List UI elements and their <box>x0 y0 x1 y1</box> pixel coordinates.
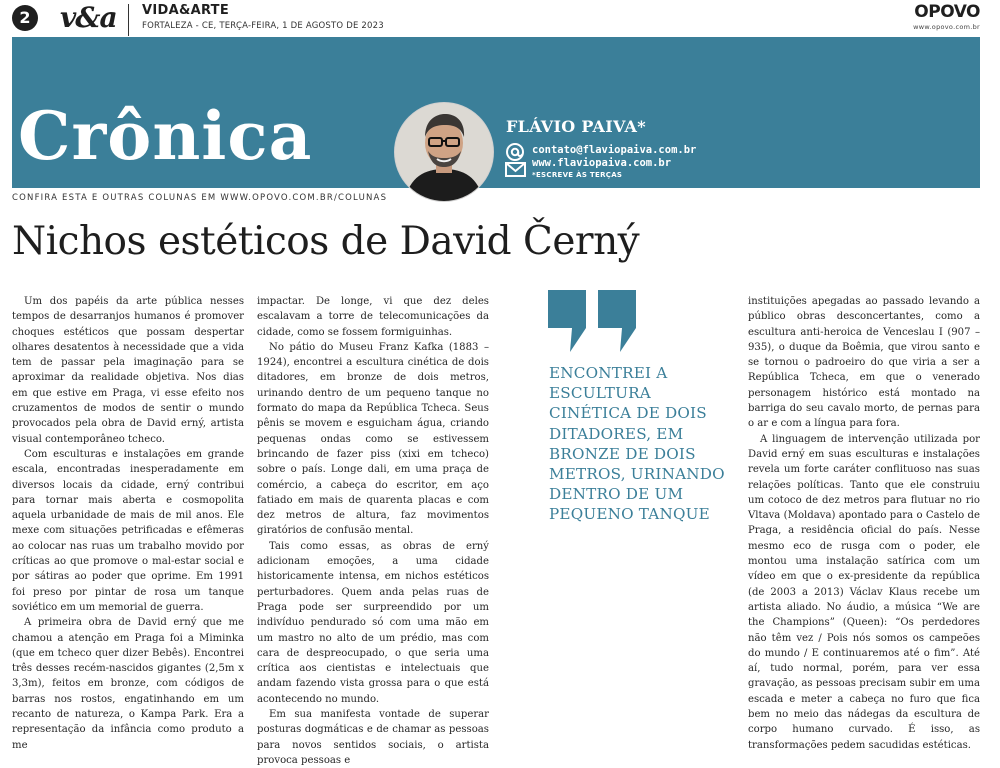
author-name: FLÁVIO PAIVA* <box>506 117 646 136</box>
newspaper-logo: OPOVO <box>914 2 980 22</box>
paragraph: No pátio do Museu Franz Kafka (1883 – 1924), encontrei a escultura cinética de dois ditadores, em bronze de dois metros, urinando dentro de um pequeno tanque no formato do mapa da República Tcheca. Seus pênis se movem e esguicham água, criando pequenas ondas como se estivessem brincando de fazer piss (xixi em tcheco) sobre o país. Longe dali, em uma praça de comércio, a cabeça do escritor, em aço fatiado em mais de quarenta placas e com dez metros de altura, faz movimentos giratórios de confusão mental. <box>257 341 489 537</box>
header-divider <box>128 4 129 36</box>
paragraph: instituições apegadas ao passado levando a público obras desconcertantes, como a escultura anti-heroica de Venceslau I (907 – 935), o duque da Boêmia, que virou santo e se tornou o padroeiro do que viria a ser a República Tcheca, em que o venerado personagem histórico está montado na barriga do seu cavalo morto, de pernas para o ar e com a língua para fora. <box>748 296 980 430</box>
paragraph: A linguagem de intervenção utilizada por David erný em suas esculturas e instalações revela um forte caráter conflituoso nas suas relações políticas. Tanto que ele construiu um cotoco de dez metros para flutuar no rio Vltava (Moldava) apontado para o Castelo de Praga, a residência oficial do país. Nesse mesmo eco de rusga com o poder, ele montou uma instalação satírica com um vídeo em que o ex-presidente da república (de 2003 a 2013) Václav Klaus recebe um artista aliado. No áudio, a música “We are the Champions” (Queen): “Os perdedores não têm vez / Pois nós somos os campeões do mundo / E continuaremos até o fim”. Até aí, tudo normal, porém, para ver essa gravação, as pessoas precisam subir em uma escada e meter a cabeça no furo que fica bem no meio das nádegas da escultura de corpo humano curvado. É isso, as transformações pedem sacudidas estéticas. <box>748 433 980 751</box>
section-logo: v&a <box>60 1 117 34</box>
at-sign-icon <box>507 144 523 160</box>
paragraph: impactar. De longe, vi que dez deles escalavam a torre de telecomunicações da cidade, como se fossem formiguinhas. <box>257 296 489 338</box>
paragraph: A primeira obra de David erný que me chamou a atenção em Praga foi a Miminka (que em tcheco quer dizer Bebês). Encontrei três desses recém-nascidos gigantes (2,5m x 3,3m), feitos em bronze, com códigos de barras nos rostos, engatinhando em um recanto de natureza, o Kampa Park. Era a representação da infância como produto a me <box>12 617 244 751</box>
quote-icon <box>548 290 638 356</box>
pull-quote: ENCONTREI A ESCULTURA CINÉTICA DE DOIS DITADORES, EM BRONZE DE DOIS METROS, URINANDO DENTRO DE UM PEQUENO TANQUE <box>549 364 725 524</box>
article-column-3 <box>748 294 980 753</box>
envelope-icon <box>506 163 525 176</box>
paragraph: Um dos papéis da arte pública nesses tempos de desarranjos humanos é promover choques estéticos que possam despertar olhares desatentos à necessidade que a vida tem de passar pela imaginação para se aproximar da realidade objetiva. Nos dias em que estive em Praga, vi esse efeito nos cruzamentos de modos de sentir o mundo provocados pela obra de David erný, artista visual contemporâneo tcheco. <box>12 296 244 445</box>
author-email[interactable]: contato@flaviopaiva.com.br <box>532 144 697 156</box>
dateline: FORTALEZA - CE, TERÇA-FEIRA, 1 DE AGOSTO DE 2023 <box>142 21 384 31</box>
author-portrait-icon <box>395 103 493 201</box>
section-title: VIDA&ARTE <box>142 3 230 18</box>
newspaper-url: www.opovo.com.br <box>913 23 980 31</box>
columns-promo: CONFIRA ESTA E OUTRAS COLUNAS EM WWW.OPOVO.COM.BR/COLUNAS <box>12 193 388 203</box>
column-title: Crônica <box>18 97 313 175</box>
contact-icons <box>504 143 528 183</box>
paragraph: Com esculturas e instalações em grande escala, encontradas inesperadamente em diversos locais da cidade, erný contribui para tornar mais aberta e cosmopolita aquela urbanidade de mais de mil anos. Ele mexe com situações petrificadas e efêmeras ao colocar nas ruas um trabalho movido por críticas ao que promove o mal-estar social e por sátiras ao poder que oprime. Em 1991 foi preso por pintar de rosa um tanque soviético em um memorial de guerra. <box>12 448 244 613</box>
article-column-2 <box>257 294 489 768</box>
article-column-1 <box>12 294 244 753</box>
paragraph: Tais como essas, as obras de erný adicionam emoções, a uma cidade historicamente intensa, em nichos estéticos perturbadores. Quem anda pelas ruas de Praga pode ser surpreendido por um indivíduo pendurado só com uma mão em um mastro no alto de um prédio, mas com cara de despreocupado, o que seria uma crítica aos cientistas e intelectuais que andam fazendo vista grossa para o que está acontecendo no mundo. <box>257 540 489 705</box>
author-website[interactable]: www.flaviopaiva.com.br <box>532 157 672 169</box>
paragraph: Em sua manifesta vontade de superar posturas dogmáticas e de chamar as pessoas para novos sentidos sociais, o artista provoca pessoas e <box>257 709 489 766</box>
author-avatar <box>394 102 494 202</box>
page-number: 2 <box>12 5 38 31</box>
article-headline: Nichos estéticos de David Černý <box>12 219 640 264</box>
schedule-note: *ESCREVE ÀS TERÇAS <box>532 171 623 179</box>
